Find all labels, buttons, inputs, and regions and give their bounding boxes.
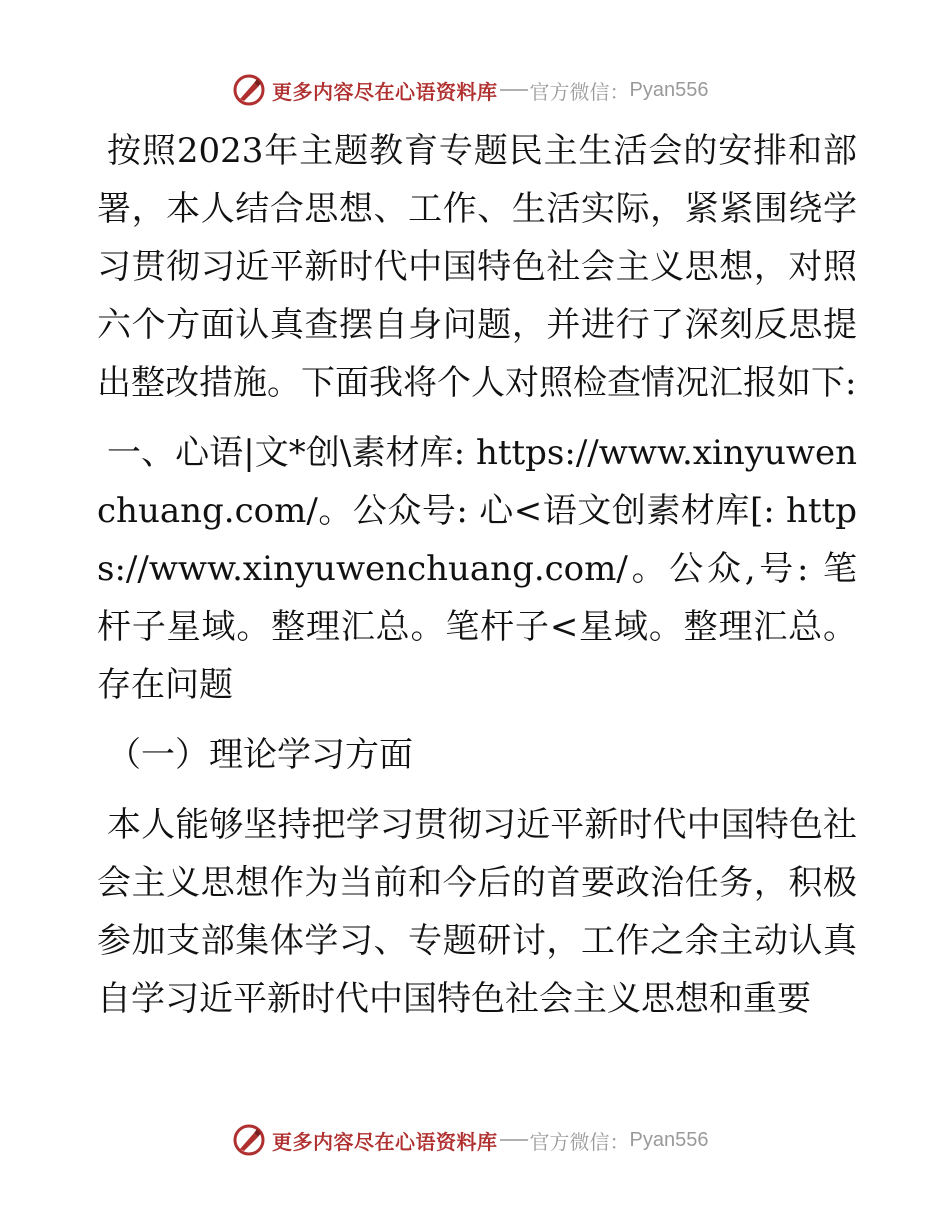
intro-paragraph: 按照2023年主题教育专题民主生活会的安排和部署，本人结合思想、工作、生活实际，紧紧围绕学习贯彻习近平新时代中国特色社会主义思想，对照六个方面认真查摆自身问题，并进行了深刻反思提出整改措施。下面我将个人对照检查情况汇报如下: (97, 131, 857, 403)
banner-site-text: 更多内容尽在心语资料库 (272, 79, 498, 104)
subsection-heading: （一）理论学习方面 (107, 735, 413, 775)
banner-site-text: 更多内容尽在心语资料库 (272, 1129, 498, 1154)
banner-divider (500, 89, 528, 91)
theory-study-paragraph: 本人能够坚持把学习贯彻习近平新时代中国特色社会主义思想作为当前和今后的首要政治任务，积极参加支部集体学习、专题研讨，工作之余主动认真自学习近平新时代中国特色社会主义思想和重要 (97, 805, 857, 1019)
document-body (97, 122, 857, 1028)
banner-wechat-id: Pyan556 (629, 1128, 709, 1151)
banner-official-label: 官方微信： (529, 1129, 630, 1154)
pen-circle-logo-icon (232, 1123, 266, 1157)
pen-circle-logo-icon (232, 73, 266, 107)
header-watermark-banner (232, 72, 708, 108)
banner-official-label: 官方微信： (529, 79, 630, 104)
banner-wechat-id: Pyan556 (629, 78, 709, 101)
section-one-paragraph: 一、心语|文*创\素材库: https://www.xinyuwenchuang.com/。公众号: 心<语文创素材库[: https://www.xinyuwenchuang.com/。公众,号: 笔杆子星域。整理汇总。笔杆子<星域。整理汇总。存在问题 (97, 433, 857, 705)
footer-watermark-banner (232, 1122, 708, 1158)
banner-divider (500, 1139, 528, 1141)
